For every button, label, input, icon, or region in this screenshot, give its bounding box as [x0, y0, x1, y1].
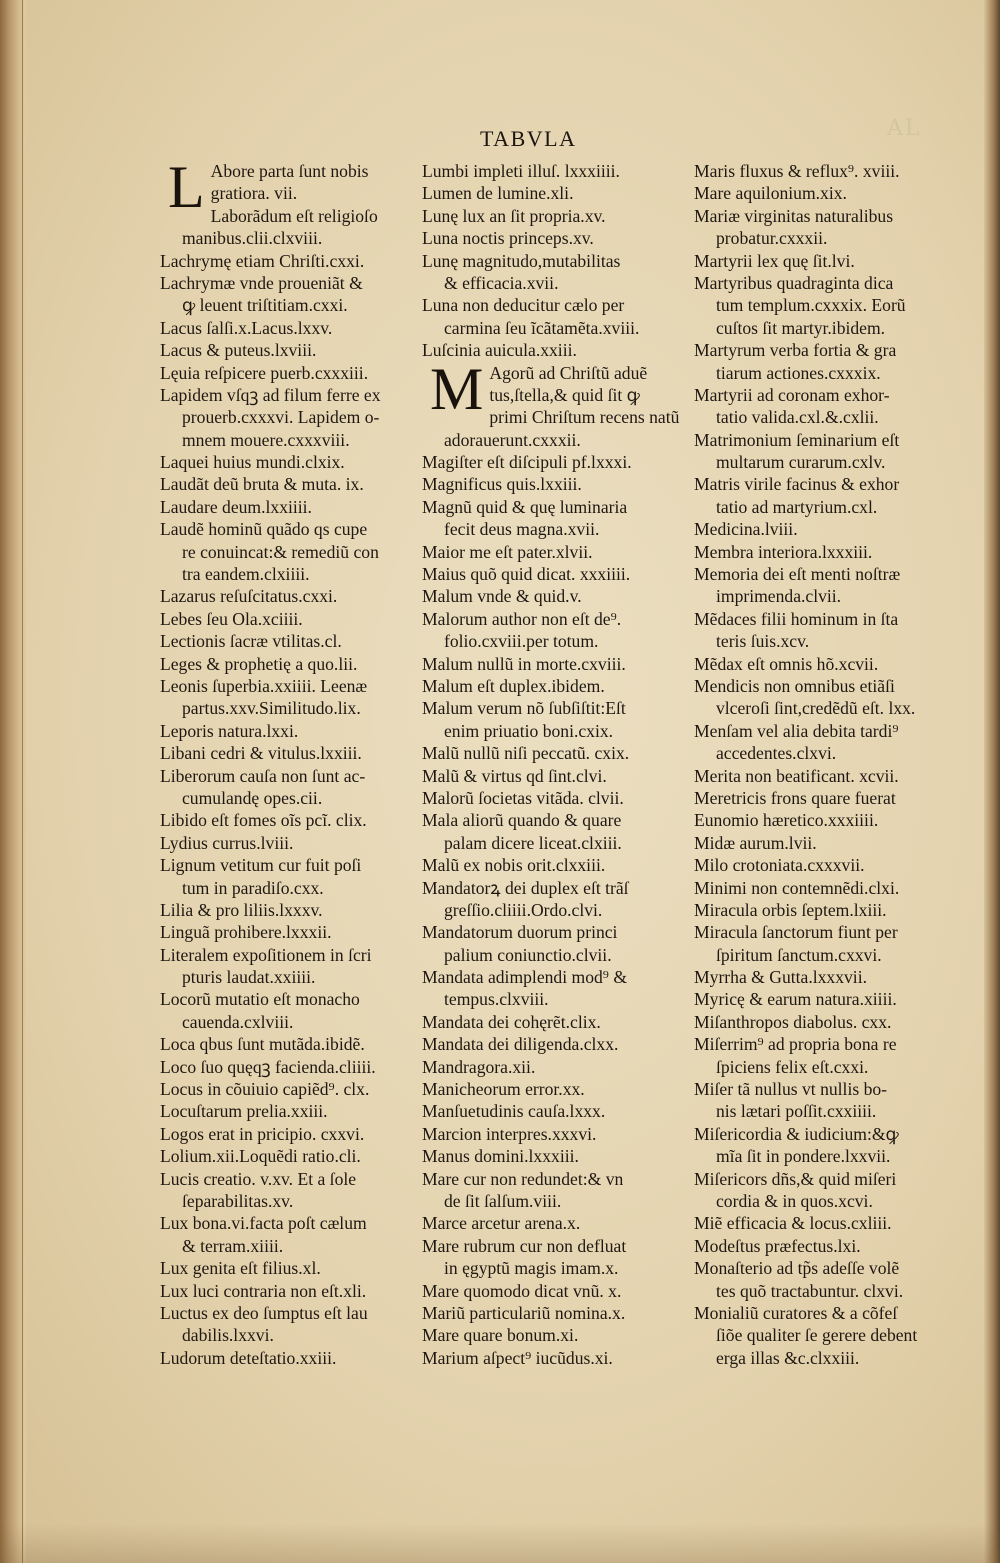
index-entry-line: Locorũ mutatio eſt monacho — [160, 989, 360, 1010]
index-entry-line: Malũ & virtus qd ſint.clvi. — [422, 765, 607, 786]
index-entry-line: ſiõe qualiter ſe gerere debent — [716, 1325, 918, 1346]
index-entry-line: Ludorum deteſtatio.xxiii. — [160, 1347, 337, 1368]
index-entry-line: adorauerunt.cxxxii. — [444, 429, 581, 450]
index-entry-line: in ęgyptũ magis imam.x. — [444, 1258, 619, 1279]
index-entry-line: cauenda.cxlviii. — [182, 1011, 294, 1032]
index-entry-line: fecit deus magna.xvii. — [444, 519, 600, 540]
index-entry-line: Luſcinia auicula.xxiii. — [422, 340, 577, 361]
index-entry-line: accedentes.clxvi. — [716, 743, 837, 764]
index-entry-line: palium coniunctio.clvii. — [444, 944, 612, 965]
index-entry-line: Martyrii ad coronam exhor- — [694, 384, 890, 405]
dropcap-entry — [160, 160, 430, 227]
index-entry-line: cumulandę opes.cii. — [182, 787, 323, 808]
index-entry-line: Linguã prohibere.lxxxii. — [160, 922, 332, 943]
index-entry-line: Monialiũ curatores & a cõfeſ — [694, 1302, 898, 1323]
index-entry-line: Lacus & puteus.lxviii. — [160, 340, 317, 361]
index-entry-line: Leges & prophetię a quo.lii. — [160, 653, 358, 674]
index-entry-line: Luctus ex deo ſumptus eſt lau — [160, 1302, 368, 1323]
index-entry-line: Lapidem vſqꝫ ad filum ferre ex — [160, 384, 381, 405]
index-entry-line: partus.xxv.Similitudo.lix. — [182, 698, 361, 719]
index-entry-line: Libido eſt fomes oĩs pcĩ. clix. — [160, 810, 367, 831]
dropcap-entry — [422, 362, 692, 429]
index-entry-line: Manſuetudinis cauſa.lxxx. — [422, 1101, 606, 1122]
running-head: TABVLA — [480, 126, 577, 151]
index-entry-line: Laborãdum eſt religioſo — [210, 205, 378, 226]
index-entry-line: mĩa ſit in pondere.lxxvii. — [716, 1146, 891, 1167]
index-column-1 — [160, 160, 430, 1369]
index-entry-line: Martyrii lex quę ſit.lvi. — [694, 250, 855, 271]
drop-capital: L — [168, 160, 205, 220]
index-entry-line: dabilis.lxxvi. — [182, 1325, 274, 1346]
index-entry-line: greſſio.cliiii.Ordo.clvi. — [444, 899, 603, 920]
index-entry-line: Lachrymæ vnde proueniãt & — [160, 272, 363, 293]
index-entry-line: Libani cedri & vitulus.lxxiii. — [160, 743, 362, 764]
page-right-edge — [984, 0, 1000, 1563]
index-entry-line: Matrimonium ſeminarium eſt — [694, 429, 900, 450]
index-entry-line: de ſit ſalſum.viii. — [444, 1190, 562, 1211]
index-entry-line: palam dicere liceat.clxiii. — [444, 832, 622, 853]
index-entry-line: Lumbi impleti illuſ. lxxxiiii. — [422, 161, 620, 181]
index-entry-line: Mare cur non redundet:& vn — [422, 1168, 624, 1189]
index-entry-line: Mandata dei diligenda.clxx. — [422, 1034, 619, 1055]
index-entry-line: Milo crotoniata.cxxxvii. — [694, 855, 865, 876]
index-entry-line: Manicheorum error.xx. — [422, 1079, 585, 1100]
index-entry-line: Mare rubrum cur non defluat — [422, 1235, 627, 1256]
index-entry-line: multarum curarum.cxlv. — [716, 452, 886, 473]
index-entry-line: manibus.clii.clxviii. — [182, 228, 323, 249]
index-entry-line: Menſam vel alia debita tardi⁹ — [694, 720, 899, 741]
index-entry-line: Magnũ quid & quę luminaria — [422, 496, 628, 517]
index-entry-line: primi Chriſtum recens natũ — [489, 407, 680, 428]
index-entry-line: Mandatorum duorum princi — [422, 922, 618, 943]
index-entry-line: enim priuatio boni.cxix. — [444, 720, 614, 741]
index-entry-line: Mare aquilonium.xix. — [694, 183, 847, 204]
index-entry-line: Membra interiora.lxxxiii. — [694, 541, 873, 562]
index-entry-line: Memoria dei eſt menti noſtræ — [694, 564, 901, 585]
index-entry-line: ꝙ leuent triſtitiam.cxxi. — [182, 295, 348, 316]
index-entry-line: Loca qbus ſunt mutãda.ibidẽ. — [160, 1034, 365, 1055]
index-entry-line: Lolium.xii.Loquẽdi ratio.cli. — [160, 1146, 361, 1167]
index-entry-line: Miſericors dñs,& quid miſeri — [694, 1168, 897, 1189]
index-entry-line: tempus.clxviii. — [444, 989, 549, 1010]
index-entry-line: Maris fluxus & reflux⁹. xviii. — [694, 161, 900, 181]
index-entry-line: Lydius currus.lviii. — [160, 832, 294, 853]
index-entry-line: Lunę magnitudo,mutabilitas — [422, 250, 621, 271]
index-entry-line: Lunę lux an ſit propria.xv. — [422, 205, 606, 226]
index-entry-line: tatio ad martyrium.cxl. — [716, 496, 878, 517]
index-entry-line: Mariæ virginitas naturalibus — [694, 205, 894, 226]
index-entry-line: Myrrha & Gutta.lxxxvii. — [694, 967, 867, 988]
index-entry-line: Marce arcetur arena.x. — [422, 1213, 581, 1234]
index-entry-line: Lumen de lumine.xli. — [422, 183, 574, 204]
index-entry-line: ſeparabilitas.xv. — [182, 1190, 294, 1211]
index-entry-line: Martyribus quadraginta dica — [694, 272, 894, 293]
index-entry-line: Malorum author non eſt de⁹. — [422, 608, 622, 629]
index-entry-line: Literalem expoſitionem in ſcri — [160, 944, 372, 965]
index-entry-line: tus,ſtella,& quid ſit ꝙ — [489, 384, 640, 405]
index-entry-line: Maior me eſt pater.xlvii. — [422, 541, 593, 562]
index-entry-line: Merita non beatificant. xcvii. — [694, 765, 899, 786]
index-entry-line: re conuincat:& remediũ con — [182, 541, 379, 562]
index-entry-line: Eunomio hæretico.xxxiiii. — [694, 810, 879, 831]
index-entry-line: Medicina.lviii. — [694, 519, 798, 540]
index-entry-line: Miſer tã nullus vt nullis bo- — [694, 1079, 888, 1100]
index-entry-line: Mandragora.xii. — [422, 1056, 536, 1077]
index-entry-line: Lachrymę etiam Chriſti.cxxi. — [160, 250, 365, 271]
index-entry-line: Mare quare bonum.xi. — [422, 1325, 579, 1346]
index-entry-line: Meretricis frons quare fuerat — [694, 787, 896, 808]
index-entry-line: Malũ ex nobis orit.clxxiii. — [422, 855, 606, 876]
index-entry-line: Magnificus quis.lxxiii. — [422, 474, 582, 495]
index-entry-line: Leporis natura.lxxi. — [160, 720, 299, 741]
index-entry-line: & efficacia.xvii. — [444, 272, 559, 293]
index-entry-line: Mala aliorũ quando & quare — [422, 810, 622, 831]
index-entry-line: tra eandem.clxiiii. — [182, 564, 310, 585]
index-entry-line: cordia & in quos.xcvi. — [716, 1190, 873, 1211]
index-entry-line: Lignum vetitum cur fuit poſi — [160, 855, 362, 876]
index-entry-line: Manus domini.lxxxiii. — [422, 1146, 579, 1167]
index-entry-line: Lazarus reſuſcitatus.cxxi. — [160, 586, 338, 607]
index-entry-line: probatur.cxxxii. — [716, 228, 828, 249]
index-entry-line: Luna non deducitur cælo per — [422, 295, 625, 316]
index-entry-line: Mare quomodo dicat vnũ. x. — [422, 1280, 622, 1301]
index-entry-line: Marcion interpres.xxxvi. — [422, 1123, 597, 1144]
index-entry-line: Malũ nullũ niſi peccatũ. cxix. — [422, 743, 630, 764]
index-entry-line: Malum nullũ in morte.cxviii. — [422, 653, 626, 674]
index-entry-line: Mariũ particulariũ nomina.x. — [422, 1302, 626, 1323]
index-entry-line: tiarum actiones.cxxxix. — [716, 362, 881, 383]
index-entry-line: Miracula ſanctorum fiunt per — [694, 922, 898, 943]
index-entry-line: cuſtos ſit martyr.ibidem. — [716, 317, 886, 338]
index-entry-line: Mandata adimplendi mod⁹ & — [422, 967, 627, 988]
index-entry-line: Modeſtus præfectus.lxi. — [694, 1235, 861, 1256]
index-entry-line: pturis laudat.xxiiii. — [182, 967, 316, 988]
index-entry-line: prouerb.cxxxvi. Lapidem o- — [182, 407, 380, 428]
index-entry-line: Agorũ ad Chriſtũ aduẽ — [489, 362, 648, 383]
index-entry-line: gratiora. vii. — [210, 183, 298, 204]
index-entry-line: vlceroſi ſint,credẽdũ eſt. lxx. — [716, 698, 916, 719]
index-entry-line: Lęuia reſpicere puerb.cxxxiii. — [160, 362, 369, 383]
index-entry-line: Laudare deum.lxxiiii. — [160, 496, 312, 517]
index-entry-line: mnem mouere.cxxxviii. — [182, 429, 350, 450]
index-entry-line: Lectionis ſacræ vtilitas.cl. — [160, 631, 342, 652]
index-entry-line: Malum eſt duplex.ibidem. — [422, 675, 605, 696]
index-entry-line: Marium aſpect⁹ iucũdus.xi. — [422, 1347, 613, 1368]
index-entry-line: Mendicis non omnibus etiãſi — [694, 675, 895, 696]
index-entry-line: Malum verum nõ ſubſiſtit:Eſt — [422, 698, 626, 719]
index-entry-line: Loco ſuo quęqꝫ facienda.cliiii. — [160, 1056, 376, 1077]
index-entry-line: Maius quõ quid dicat. xxxiiii. — [422, 564, 631, 585]
index-entry-line: erga illas &c.clxxiii. — [716, 1347, 860, 1368]
index-entry-line: Miracula orbis ſeptem.lxiii. — [694, 899, 887, 920]
index-entry-line: Luna noctis princeps.xv. — [422, 228, 594, 249]
index-entry-line: tatio valida.cxl.&.cxlii. — [716, 407, 879, 428]
index-entry-line: Locuſtarum prelia.xxiii. — [160, 1101, 328, 1122]
index-entry-line: Matris virile facinus & exhor — [694, 474, 900, 495]
index-entry-line: Liberorum cauſa non ſunt ac- — [160, 765, 366, 786]
index-entry-line: Laudãt deũ bruta & muta. ix. — [160, 474, 364, 495]
index-entry-line: Laudẽ hominũ quãdo qs cupe — [160, 519, 368, 540]
index-entry-line: Lilia & pro liliis.lxxxv. — [160, 899, 323, 920]
index-entry-line: carmina ſeu ĩcãtamẽta.xviii. — [444, 317, 640, 338]
index-entry-line: folio.cxviii.per totum. — [444, 631, 599, 652]
index-entry-line: Leonis ſuperbia.xxiiii. Leenæ — [160, 675, 368, 696]
index-column-3 — [694, 160, 960, 1369]
index-entry-line: Martyrum verba fortia & gra — [694, 340, 897, 361]
index-entry-line: tum in paradiſo.cxx. — [182, 877, 324, 898]
index-entry-line: Lebes ſeu Ola.xciiii. — [160, 608, 303, 629]
index-entry-line: Laquei huius mundi.clxix. — [160, 452, 345, 473]
index-entry-line: Midæ aurum.lvii. — [694, 832, 817, 853]
index-entry-line: Locus in cõuiuio capiẽd⁹. clx. — [160, 1079, 370, 1100]
index-column-2 — [422, 160, 692, 1369]
index-entry-line: Lux genita eſt filius.xl. — [160, 1258, 321, 1279]
index-entry-line: Abore parta ſunt nobis — [210, 161, 369, 181]
index-entry-line: Lucis creatio. v.xv. Et a ſole — [160, 1168, 357, 1189]
index-entry-line: Minimi non contemnẽdi.clxi. — [694, 877, 900, 898]
index-entry-line: Malorũ ſocietas vitãda. clvii. — [422, 787, 624, 808]
index-entry-line: Mandatorꝝ dei duplex eſt trãſ — [422, 877, 629, 898]
index-entry-line: Lacus ſalſi.x.Lacus.lxxv. — [160, 317, 333, 338]
index-entry-line: teris ſuis.xcv. — [716, 631, 810, 652]
drop-capital: M — [430, 361, 484, 422]
index-entry-line: Mandata dei cohęrẽt.clix. — [422, 1011, 601, 1032]
index-entry-line: Malum vnde & quid.v. — [422, 586, 582, 607]
index-entry-line: ſpiritum ſanctum.cxxvi. — [716, 944, 882, 965]
index-entry-line: Miſericordia & iudicium:&ꝙ — [694, 1123, 899, 1144]
index-entry-line: Magiſter eſt diſcipuli pf.lxxxi. — [422, 452, 632, 473]
index-entry-line: Miſerrim⁹ ad propria bona re — [694, 1034, 897, 1055]
index-entry-line: tum templum.cxxxix. Eorũ — [716, 295, 906, 316]
index-entry-line: Miẽ efficacia & locus.cxliii. — [694, 1213, 892, 1234]
page-bottom-shade — [0, 1523, 1000, 1563]
index-entry-line: Lux bona.vi.facta poſt cælum — [160, 1213, 367, 1234]
index-entry-line: Miſanthropos diabolus. cxx. — [694, 1011, 892, 1032]
index-entry-line: ſpiciens felix eſt.cxxi. — [716, 1056, 869, 1077]
bleed-through-header: AL — [887, 116, 922, 141]
index-entry-line: nis lætari poſſit.cxxiiii. — [716, 1101, 877, 1122]
index-entry-line: Logos erat in pricipio. cxxvi. — [160, 1123, 365, 1144]
index-entry-line: Lux luci contraria non eſt.xli. — [160, 1280, 367, 1301]
index-entry-line: Mẽdax eſt omnis hõ.xcvii. — [694, 653, 879, 674]
index-entry-line: Mẽdaces filii hominum in ſta — [694, 608, 899, 629]
index-entry-line: & terram.xiiii. — [182, 1235, 284, 1256]
index-entry-line: Monaſterio ad tp̃s adeſſe volẽ — [694, 1258, 900, 1279]
index-entry-line: Myricę & earum natura.xiiii. — [694, 989, 897, 1010]
index-entry-line: imprimenda.clvii. — [716, 586, 842, 607]
gutter-edge-line — [22, 0, 23, 1563]
index-entry-line: tes quõ tractabuntur. clxvi. — [716, 1280, 904, 1301]
